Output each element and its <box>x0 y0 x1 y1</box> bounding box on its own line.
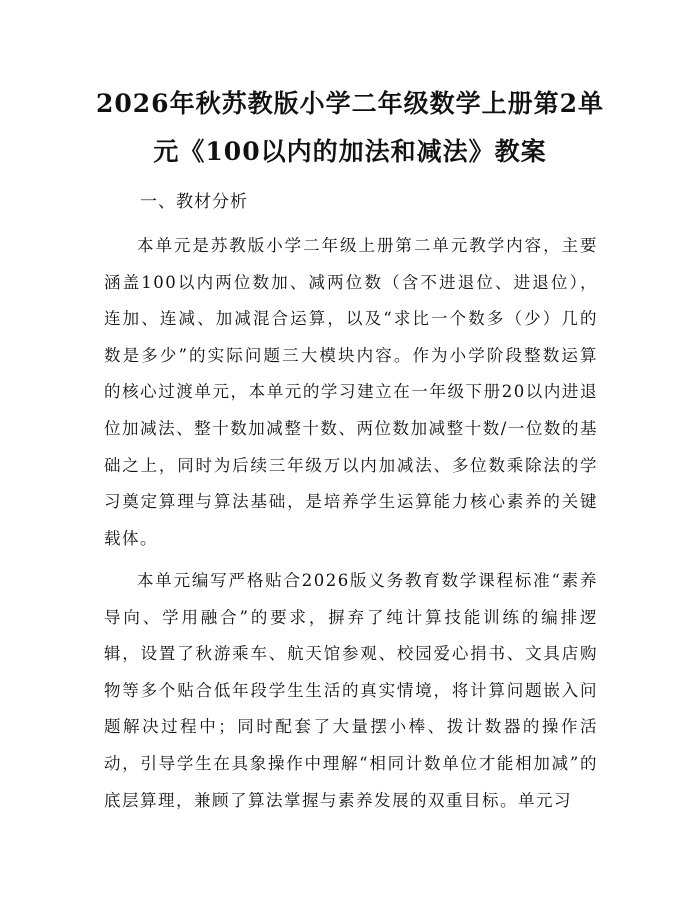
section-heading: 一、教材分析 <box>140 192 248 212</box>
document-title: 2026年秋苏教版小学二年级数学上册第2单元《100以内的加法和减法》教案 <box>96 89 604 166</box>
paragraph-1: 本单元是苏教版小学二年级上册第二单元教学内容，主要涵盖100以内两位数加、减两位数（含不进退位、进退位），连加、连减、加减混合运算，以及“求比一个数多（少）几的数是多少”的实际问题三大模块内容。作为小学阶段整数运算的核心过渡单元，本单元的学习建立在一年级下册20以内进退位加减法、整十数加减整十数、两位数加减整十数/一位数的基础之上，同时为后续三年级万以内加减法、多位数乘除法的学习奠定算理与算法基础，是培养学生运算能力核心素养的关键载体。 <box>104 236 598 548</box>
paragraph-2: 本单元编写严格贴合2026版义务教育数学课程标准“素养导向、学用融合”的要求，摒弃了纯计算技能训练的编排逻辑，设置了秋游乘车、航天馆参观、校园爱心捐书、文具店购物等多个贴合低年段学生生活的真实情境，将计算问题嵌入问题解决过程中；同时配套了大量摆小棒、拨计数器的操作活动，引导学生在具象操作中理解“相同计数单位才能相加减”的底层算理，兼顾了算法掌握与素养发展的双重目标。单元习 <box>104 571 598 810</box>
